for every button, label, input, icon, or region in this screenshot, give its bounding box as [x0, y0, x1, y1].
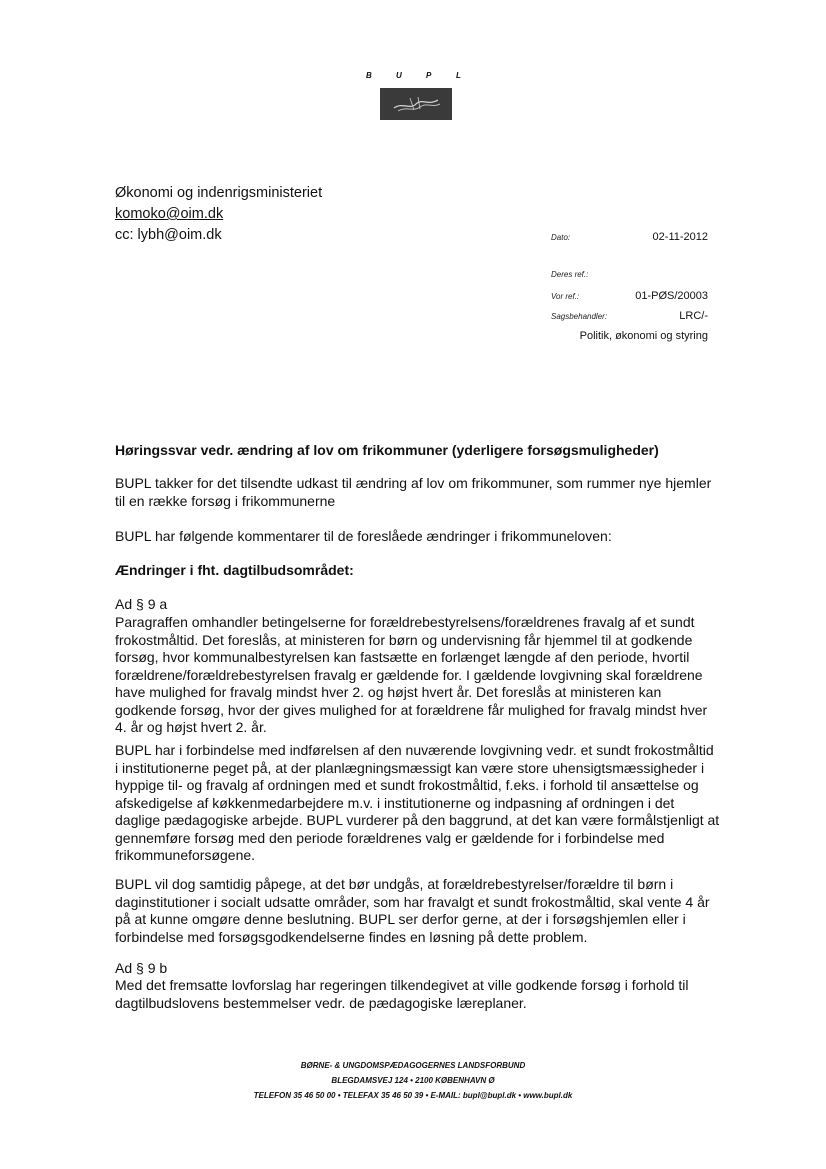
date-label: Dato:: [551, 233, 571, 242]
paragraph-2: BUPL har i forbindelse med indførelsen af den nuværende lovgivning vedr. et sundt frokostmåltid i institutionerne peget på, at der planlægningsmæssigt kan være store uhensigtsmæssigheder i hyppige til- og fravalg af ordningen med et sundt frokostmåltid, f.eks. i forhold til ansættelse og afskedigelse af køkkenmedarbejdere m.v. i institutionerne og indpasning af ordningen i det daglige pædagogiske arbejde. BUPL vurderer på den baggrund, at det kan være formålstjenligt at gennemføre forsøg med den periode forældrenes valg er gældende for i forbindelse med frikommuneforsøgene.: [115, 742, 720, 863]
recipient-cc: cc: lybh@oim.dk: [115, 227, 222, 243]
deres-ref-label: Deres ref.:: [551, 270, 589, 279]
logo-letter-u: U: [396, 71, 402, 80]
logo-letter-l: L: [456, 71, 461, 80]
handshake-icon: [380, 88, 452, 120]
sagsbehandler-value: LRC/-: [679, 310, 708, 322]
recipient-block: [115, 183, 322, 246]
logo-letters: [364, 71, 474, 85]
footer-org: BØRNE- & UNGDOMSPÆDAGOGERNES LANDSFORBUND: [300, 1061, 526, 1070]
date-value: 02-11-2012: [652, 231, 708, 243]
logo-letter-p: P: [426, 71, 432, 80]
ad9a-paragraph: Paragraffen omhandler betingelserne for forældrebestyrelsens/forældrenes fravalg af et sundt frokostmåltid. Det foreslås, at ministeren for børn og undervisning får hjemmel til at godkende forsøg, hvor kommunalbestyrelsen kan fastsætte en forlænget længde af den periode, hvortil forældrene/forældrebestyrelsen fravalg er gældende for. I gældende lovgivning skal forældrene have mulighed for fravalg mindst hver 2. og højst hvert år. Det foreslås at ministeren kan godkende forsøg, hvor der gives mulighed for at forældrene får mulighed for fravalg mindst hver 4. år og højst hvert 2. år.: [115, 614, 708, 735]
ad9b-label: Ad § 9 b: [115, 960, 168, 976]
paragraph-3: BUPL vil dog samtidig påpege, at det bør undgås, at forældrebestyrelser/forældre til børn i daginstitutioner i socialt udsatte områder, som har fravalgt et sundt frokostmåltid, skal vente 4 år på at kunne omgøre denne beslutning. BUPL ser derfor gerne, at der i forsøgshjemlen eller i forbindelse med forsøgsgodkendelserne findes en løsning på dette problem.: [115, 876, 710, 945]
ad9a-label: Ad § 9 a: [115, 596, 168, 612]
intro-paragraph: BUPL takker for det tilsendte udkast til ændring af lov om frikommuner, som rummer nye hjemler til en række forsøg i frikommunerne: [115, 475, 712, 509]
comments-intro: BUPL har følgende kommentarer til de foreslåede ændringer i frikommuneloven:: [115, 528, 612, 544]
footer-contact: TELEFON 35 46 50 00 • TELEFAX 35 46 50 39 • E-MAIL: bupl@bupl.dk • www.bupl.dk: [253, 1091, 573, 1100]
section-heading: Ændringer i fht. dagtilbudsområdet:: [115, 562, 354, 578]
recipient-email-link[interactable]: komoko@oim.dk: [115, 206, 224, 222]
logo-letter-b: B: [366, 71, 372, 80]
footer-address: BLEGDAMSVEJ 124 • 2100 KØBENHAVN Ø: [331, 1076, 495, 1085]
sagsbehandler-label: Sagsbehandler:: [551, 312, 608, 321]
vor-ref-label: Vor ref.:: [551, 292, 580, 301]
department: Politik, økonomi og styring: [579, 330, 708, 342]
footer: [200, 1058, 626, 1103]
vor-ref-value: 01-PØS/20003: [635, 290, 708, 302]
ad9b-paragraph: Med det fremsatte lovforslag har regeringen tilkendegivet at ville godkende forsøg i forhold til dagtilbudslovens bestemmelser vedr. de pædagogiske læreplaner.: [115, 977, 689, 1011]
letter-title: Høringssvar vedr. ændring af lov om frikommuner (yderligere forsøgsmuligheder): [115, 442, 659, 458]
recipient-name: Økonomi og indenrigsministeriet: [115, 185, 323, 201]
